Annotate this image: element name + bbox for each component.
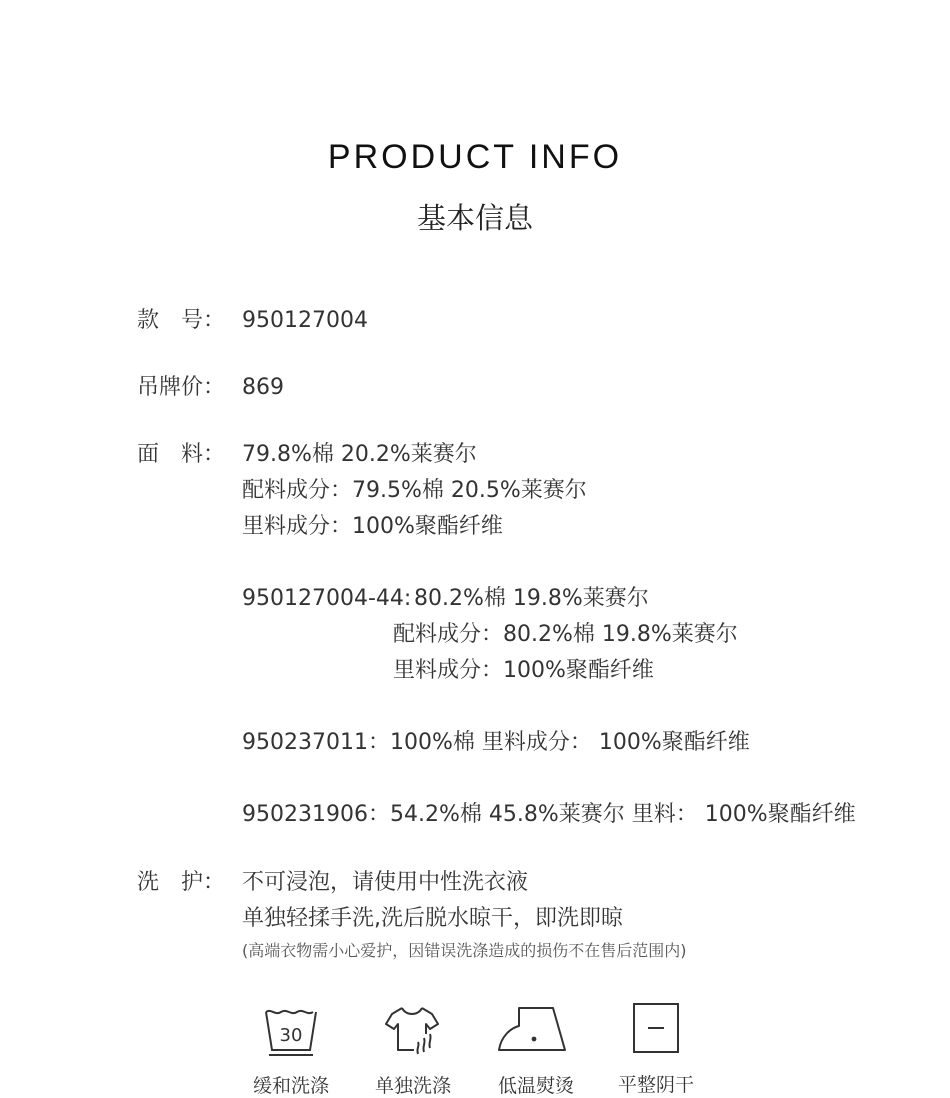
care-icon-label-gentle-wash: 缓和洗涤 (252, 1075, 329, 1097)
wash-30-icon (263, 1006, 319, 1060)
variant-44-code: 950127004-44: (242, 586, 412, 611)
care-icon-label-single-wash: 单独洗涤 (374, 1075, 451, 1097)
style-no-value: 950127004 (242, 308, 368, 333)
care-note: (高端衣物需小心爱护，因错误洗涤造成的损伤不在售后范围内) (242, 941, 687, 960)
single-wash-icon (384, 1004, 442, 1060)
care-line-1: 不可浸泡，请使用中性洗衣液 (242, 870, 529, 895)
variant-44-trim: 配料成分：80.2%棉 19.8%莱赛尔 (393, 622, 738, 647)
fabric-main-line: 79.8%棉 20.2%莱赛尔 (242, 442, 477, 467)
wash-temp: 30 (279, 1025, 303, 1046)
variant-231906: 950231906：54.2%棉 45.8%莱赛尔 里料： 100%聚酯纤维 (242, 802, 856, 827)
fabric-trim-line: 配料成分：79.5%棉 20.5%莱赛尔 (242, 478, 587, 503)
page-title: PRODUCT INFO (327, 138, 623, 176)
care-icon-label-low-iron: 低温熨烫 (497, 1075, 574, 1097)
variant-237011: 950237011：100%棉 里料成分： 100%聚酯纤维 (242, 730, 750, 755)
low-iron-icon (497, 1006, 567, 1054)
care-line-2: 单独轻揉手洗,洗后脱水晾干，即洗即晾 (242, 906, 623, 931)
care-icon-label-shade-dry: 平整阴干 (617, 1074, 694, 1096)
variant-44-lining: 里料成分：100%聚酯纤维 (393, 658, 654, 683)
variant-44-main: 80.2%棉 19.8%莱赛尔 (414, 586, 649, 611)
price-value: 869 (242, 375, 284, 400)
page-subtitle: 基本信息 (416, 201, 533, 235)
style-no-label: 款 号： (137, 308, 226, 333)
fabric-label: 面 料： (137, 442, 226, 467)
shade-dry-icon (632, 1002, 680, 1054)
price-label: 吊牌价： (137, 375, 226, 400)
fabric-lining-line: 里料成分：100%聚酯纤维 (242, 514, 503, 539)
care-label: 洗 护： (137, 870, 226, 895)
